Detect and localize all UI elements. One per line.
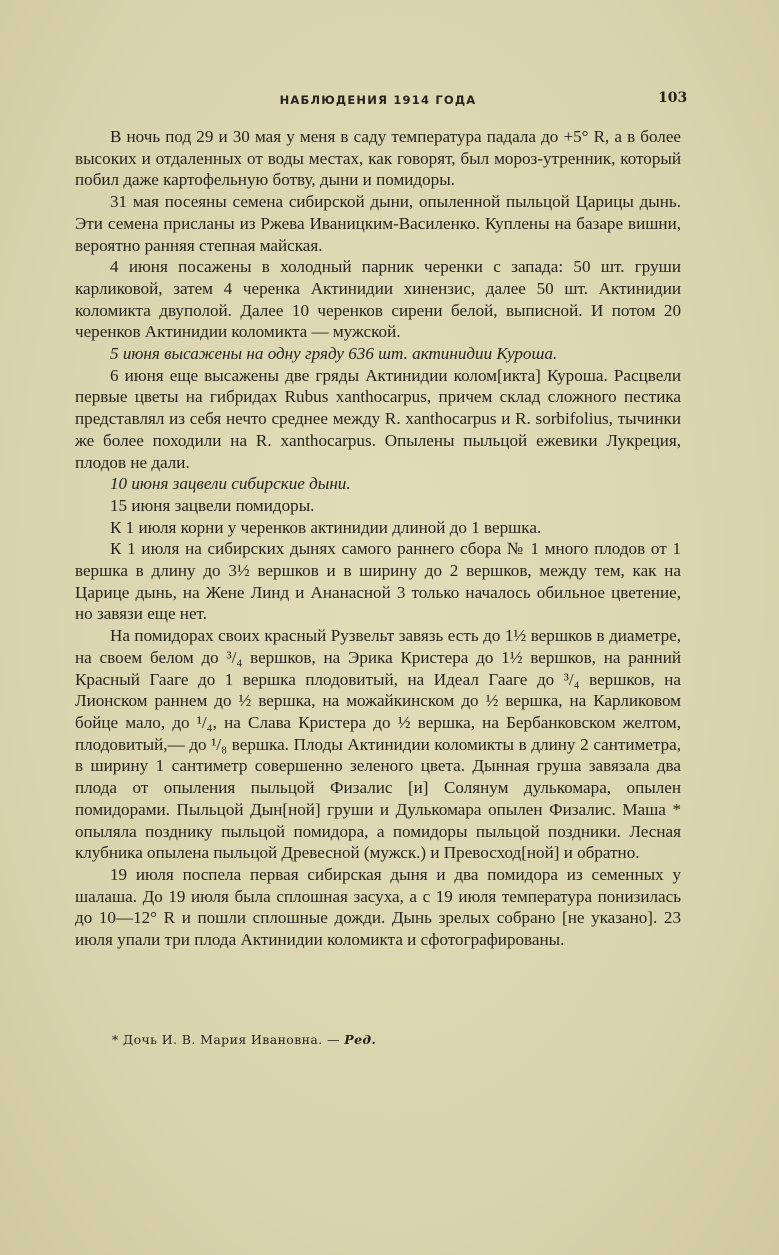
- body-text: [75, 126, 681, 951]
- paragraph: 31 мая посеяны семена сибирской дыни, опыленной пыльцой Царицы дынь. Эти семена присланы из Ржева Иваницким-Василенко. Куплены на базаре вишни, вероятно ранняя степная майская.: [75, 192, 681, 255]
- paragraph: 4 июня посажены в холодный парник черенки с запада: 50 шт. груши карликовой, затем 4 черенка Актинидии хинензис, далее 50 шт. Актинидии коломикта двуполой. Далее 10 черенков сирени белой, выписной. И потом 20 черенков Актинидии коломикта — мужской.: [75, 257, 681, 342]
- paragraph: 6 июня еще высажены две гряды Актинидии колом[икта] Куроша. Расцвели первые цветы на гибридах Rubus xanthocarpus, причем склад сложного пестика представлял из себя нечто среднее между R. xanthocarpus и R. sorbifolius, тычинки же более походили на R. xanthocarpus. Опылены пыльцой ежевики Лукреция, плодов не дали.: [75, 365, 681, 472]
- page-number: 103: [658, 90, 688, 106]
- paragraph: К 1 июля корни у черенков актинидии длиной до 1 вершка.: [110, 517, 542, 537]
- paragraph: В ночь под 29 и 30 мая у меня в саду температура падала до +5° R, а в более высоких и отдаленных от воды местах, как говорят, был мороз-утренник, который побил даже картофельную ботву, дыни и помидоры.: [75, 127, 681, 190]
- paragraph: На помидорах своих красный Рузвельт завязь есть до 1½ вершков в диаметре, на своем белом до ³/₄ вершков, на Эрика Кристера до 1½ вершков, на ранний Красный Гааге до 1 вершка плодовитый, на Идеал Гааге до ³/₄ вершков, на Лионском раннем до ½ вершка, на можайкинском до ½ вершка, на Карликовом бойце мало, до ¹/₄, на Слава Кристера до ½ вершка, на Бербанковском желтом, плодовитый,— до ¹/₈ вершка. Плоды Актинидии коломикты в длину 2 сантиметра, в ширину 1 сантиметр совершенно зеленого цвета. Дынная груша завязала два плода от опыления пыльцой Физалис [и] Солянум дулькомара, опылен помидорами. Пыльцой Дын[ной] груши и Дулькомара опылен Физалис. Маша * опыляла позднику пыльцой помидора, а помидоры пыльцой поздники. Лесная клубника опылена пыльцой Древесной (мужск.) и Превосход[ной] и обратно.: [75, 626, 681, 863]
- footnote-editor-mark: Ред.: [344, 1032, 377, 1047]
- paragraph: К 1 июля на сибирских дынях самого раннего сбора № 1 много плодов от 1 вершка в длину до 3½ вершков и в ширину до 2 вершков, между тем, как на Царице дынь, на Жене Линд и Ананасной 3 только началось обильное цветение, но завязи еще нет.: [75, 539, 681, 624]
- paragraph: 19 июля поспела первая сибирская дыня и два помидора из семенных у шалаша. До 19 июля была сплошная засуха, а с 19 июля температура понизилась до 10—12° R и пошли сплошные дожди. Дынь зрелых собрано [не указано]. 23 июля упали три плода Актинидии коломикта и сфотографированы.: [75, 864, 681, 950]
- paragraph: 5 июня высажены на одну гряду 636 шт. актинидии Куроша.: [110, 344, 558, 364]
- footnote-text: * Дочь И. В. Мария Ивановна. —: [112, 1032, 340, 1047]
- running-header: НАБЛЮДЕНИЯ 1914 ГОДА: [279, 93, 477, 107]
- paragraph: 15 июня зацвели помидоры.: [110, 495, 315, 515]
- footnote: [112, 1032, 376, 1047]
- paragraph: 10 июня зацвели сибирские дыни.: [110, 474, 351, 494]
